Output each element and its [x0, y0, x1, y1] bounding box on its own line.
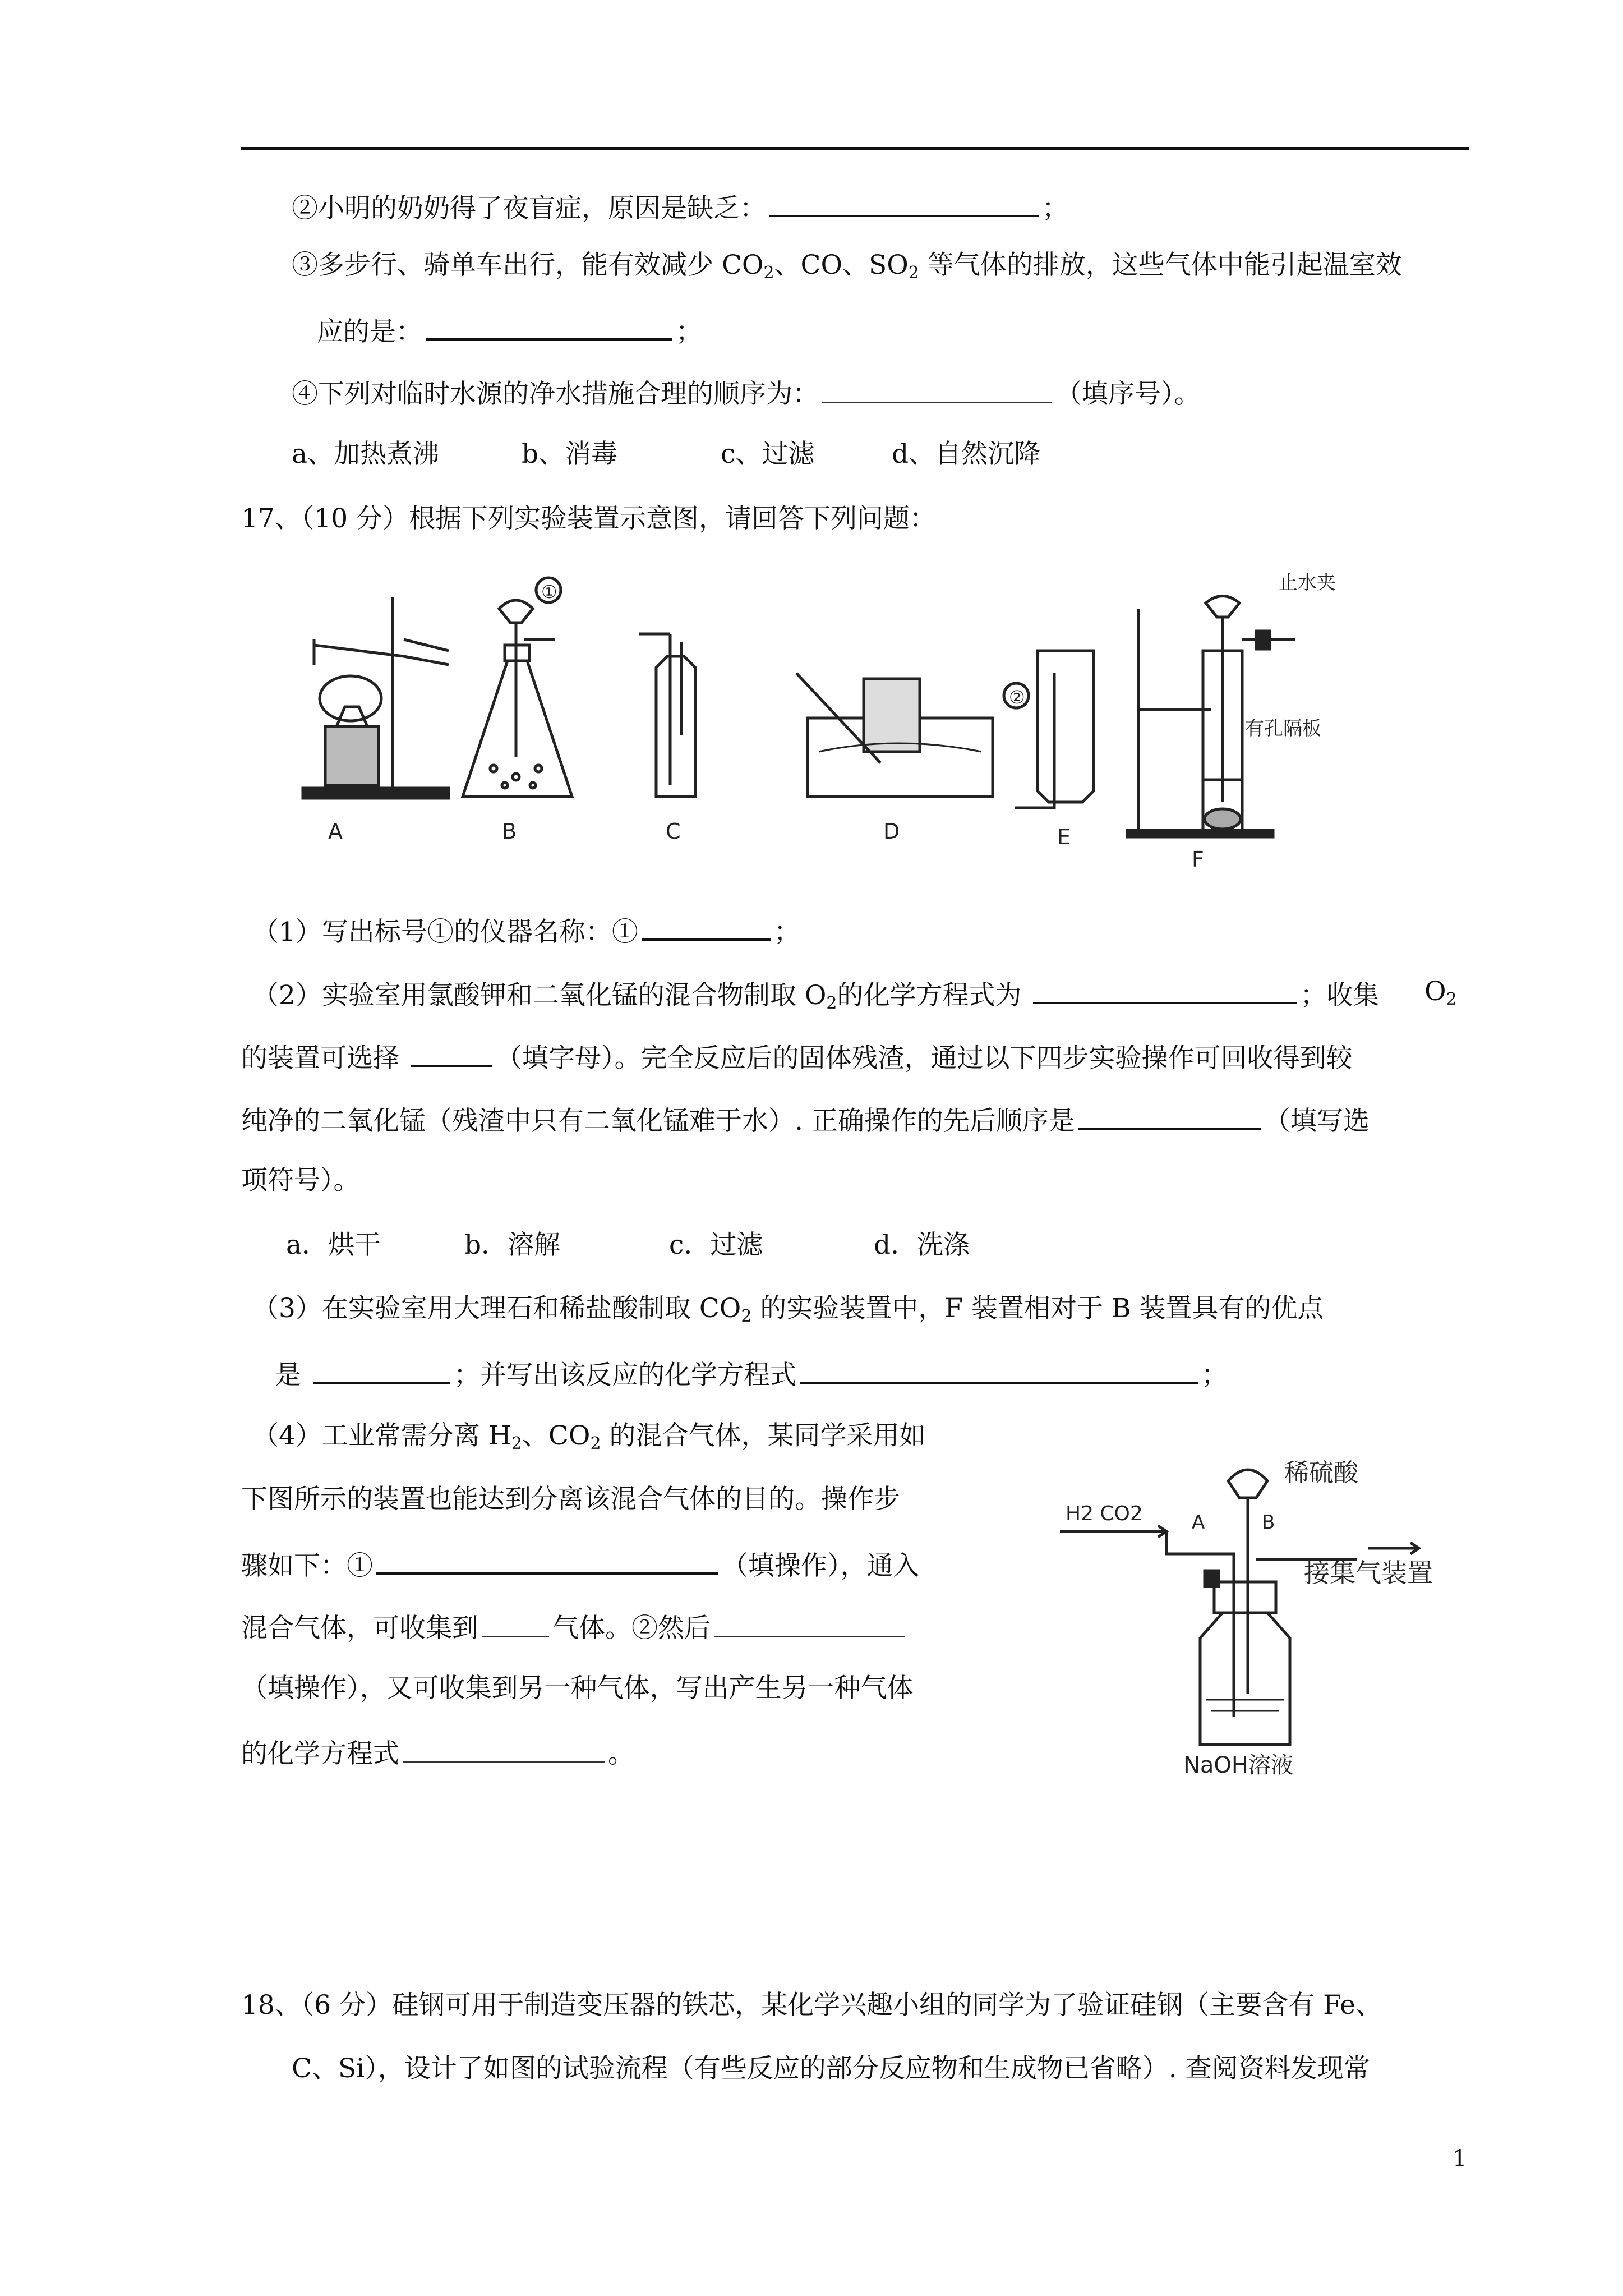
answer-blank[interactable] — [1033, 975, 1297, 1004]
q17-part3-line2: 是 ；并写出该反应的化学方程式 ； — [275, 1355, 1228, 1392]
q17-part2-o2: $O_2$ — [1424, 976, 1457, 1009]
option-a: a．烘干 — [286, 1230, 381, 1260]
answer-blank[interactable] — [403, 1734, 605, 1763]
page-number: 1 — [1453, 2146, 1467, 2171]
answer-blank[interactable] — [800, 1355, 1198, 1384]
q16-item3-line2: 应的是： ； — [317, 311, 702, 349]
label-e: E — [1057, 825, 1071, 849]
valve-a-label: A — [1192, 1511, 1205, 1534]
mark-2: ② — [1009, 687, 1025, 708]
apparatus-b — [463, 578, 572, 797]
option-a: a、加热煮沸 — [292, 439, 440, 470]
apparatus-d — [796, 673, 1029, 797]
q17-part4-line2: 下图所示的装置也能达到分离该混合气体的目的。操作步 — [241, 1484, 900, 1515]
answer-blank[interactable] — [769, 188, 1039, 217]
option-d: d．洗涤 — [874, 1230, 970, 1260]
apparatus-e — [1015, 651, 1094, 808]
q17-part4-line5: （填操作），又可收集到另一种气体，写出产生另一种气体 — [241, 1673, 914, 1704]
answer-blank[interactable] — [426, 311, 672, 341]
header-rule — [241, 147, 1469, 150]
plate-label: 有孔隔板 — [1245, 717, 1321, 740]
answer-blank[interactable] — [313, 1355, 450, 1384]
q17-part4-line6: 的化学方程式 。 — [241, 1734, 634, 1771]
q16-options — [292, 438, 1040, 471]
q17-part2-line4: 项符号）。 — [241, 1165, 360, 1196]
valve-b-label: B — [1262, 1511, 1275, 1534]
separation-figure — [1054, 1453, 1486, 1778]
acid-label: 稀硫酸 — [1284, 1458, 1358, 1487]
q16-item2: ②小明的奶奶得了夜盲症，原因是缺乏： ； — [292, 188, 1068, 226]
clamp-label: 止水夹 — [1279, 572, 1336, 594]
option-c: c．过滤 — [669, 1230, 763, 1260]
q16-item3-line1: ③多步行、骑单车出行，能有效减少 $CO_2$、CO、$SO_2$ 等气体的排放，这些气体中能引起温室效 — [292, 250, 1402, 283]
solution-label: NaOH溶液 — [1183, 1752, 1293, 1778]
q17-header: 17、（10 分）根据下列实验装置示意图，请回答下列问题： — [241, 503, 937, 534]
q16-item4: ④下列对临时水源的净水措施合理的顺序为： （填序号）。 — [292, 375, 1201, 411]
mark-1: ① — [541, 581, 557, 602]
q17-options — [286, 1228, 970, 1262]
option-b: b、消毒 — [522, 439, 618, 470]
label-d: D — [883, 819, 900, 844]
answer-blank[interactable] — [1078, 1101, 1261, 1130]
collect-label: 接集气装置 — [1304, 1558, 1433, 1588]
answer-blank[interactable] — [714, 1609, 905, 1637]
apparatus-figure — [292, 567, 1391, 881]
apparatus-a — [303, 597, 449, 798]
separatory-funnel — [1228, 1470, 1267, 1498]
q18-line1: 18、（6 分）硅钢可用于制造变压器的铁芯，某化学兴趣小组的同学为了验证硅钢（主要含有 Fe、 — [241, 1990, 1382, 2021]
q17-part1: （1）写出标号①的仪器名称：① ； — [252, 912, 800, 949]
q17-part2-line3: 纯净的二氧化锰（残渣中只有二氧化锰难于水）. 正确操作的先后顺序是 （填写选 — [241, 1101, 1370, 1138]
q17-part4-line3: 骤如下：① （填操作），通入 — [241, 1545, 920, 1583]
option-d: d、自然沉降 — [892, 439, 1041, 470]
q17-part2-line1: （2）实验室用氯酸钾和二氧化锰的混合物制取 $O_2$的化学方程式为 ；收集 — [252, 975, 1379, 1020]
option-b: b．溶解 — [464, 1230, 561, 1260]
option-c: c、过滤 — [721, 439, 815, 470]
answer-blank[interactable] — [482, 1609, 549, 1637]
label-f: F — [1192, 847, 1204, 872]
q18-line2: C、Si），设计了如图的试验流程（有些反应的部分反应物和生成物已省略）. 查阅资料发现常 — [292, 2053, 1370, 2084]
q17-part3-line1: （3）在实验室用大理石和稀盐酸制取 $CO_2$ 的实验装置中，F 装置相对于 B 装置具有的优点 — [252, 1293, 1324, 1326]
gas-in-label: H2 CO2 — [1066, 1502, 1143, 1525]
apparatus-f — [1127, 596, 1295, 838]
q17-part4-line4: 混合气体，可收集到 气体。②然后 — [241, 1609, 908, 1645]
answer-blank[interactable] — [822, 375, 1052, 403]
answer-blank[interactable] — [376, 1545, 718, 1575]
apparatus-c — [639, 634, 695, 797]
label-a: A — [328, 819, 343, 844]
q17-part2-line2: 的装置可选择 （填字母）。完全反应后的固体残渣，通过以下四步实验操作可回收得到较 — [241, 1038, 1352, 1075]
label-c: C — [666, 819, 681, 844]
answer-blank[interactable] — [411, 1038, 492, 1067]
label-b: B — [502, 819, 517, 844]
answer-blank[interactable] — [642, 912, 771, 941]
q17-part4-line1: （4）工业常需分离 $H_2$、$CO_2$ 的混合气体，某同学采用如 — [252, 1420, 926, 1453]
